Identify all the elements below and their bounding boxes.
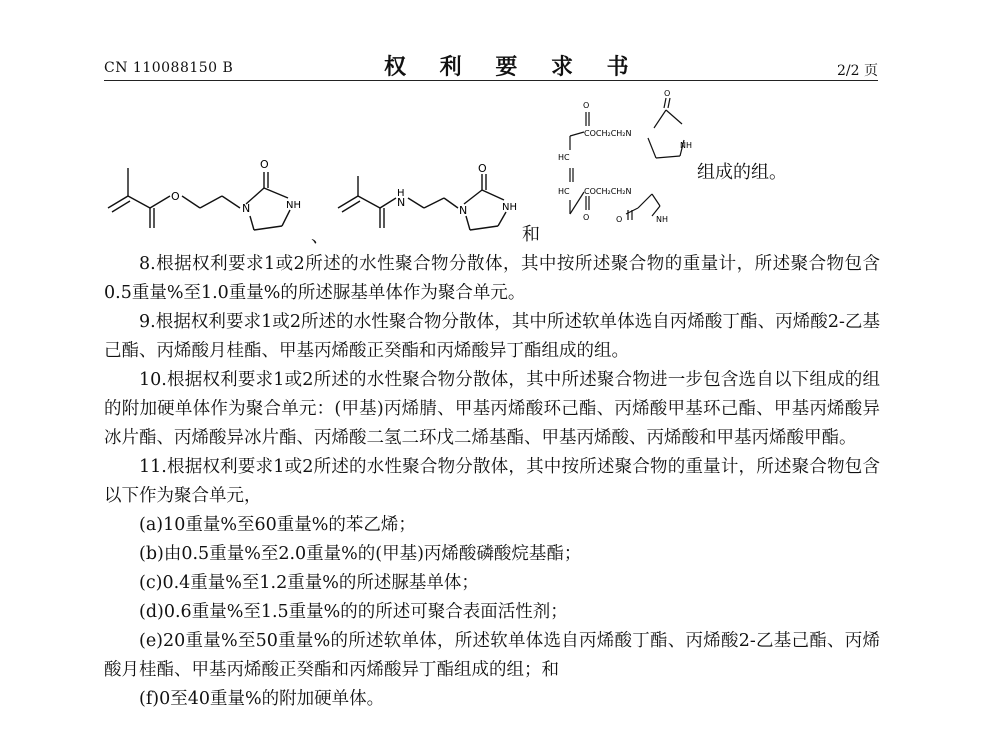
document-title: 权 利 要 求 书	[384, 54, 642, 80]
svg-text:H: H	[397, 188, 405, 199]
svg-text:NH: NH	[286, 200, 301, 211]
claim-11-item-c: (c)0.4重量%至1.2重量%的所述脲基单体；	[139, 573, 479, 593]
svg-text:N: N	[459, 204, 468, 217]
claim-11-item-b: (b)由0.5重量%至2.0重量%的(甲基)丙烯酸磷酸烷基酯；	[139, 544, 582, 564]
svg-text:O: O	[616, 215, 623, 224]
claim-11-item-d: (d)0.6重量%至1.5重量%的的所述可聚合表面活性剂；	[139, 602, 568, 622]
svg-text:COCH₂CH₂N: COCH₂CH₂N	[584, 187, 632, 196]
structure-methacrylate-ester-drawing	[104, 150, 304, 240]
claim-11: 11.根据权利要求1或2所述的水性聚合物分散体，其中按所述聚合物的重量计，所述聚合物包含以下作为聚合单元，	[104, 457, 880, 506]
svg-text:NH: NH	[502, 202, 517, 213]
structure-maleate-diester-drawing	[556, 89, 701, 231]
svg-text:O: O	[664, 89, 671, 98]
svg-text:N: N	[242, 202, 251, 215]
structure-list-tail: 组成的组。	[697, 162, 787, 183]
structure-methacrylate-ester	[104, 150, 304, 244]
svg-text:O: O	[260, 158, 269, 171]
svg-text:O: O	[478, 162, 487, 175]
page-number: 2/2 页	[837, 63, 878, 79]
claim-11-item-e: (e)20重量%至50重量%的所述软单体，所述软单体选自丙烯酸丁酯、丙烯酸2-乙基己酯、丙烯酸月桂酯、甲基丙烯酸正癸酯和丙烯酸异丁酯组成的组；和	[104, 631, 880, 680]
separator-comma: 、	[311, 226, 329, 247]
claim-11-item-a: (a)10重量%至60重量%的苯乙烯；	[139, 515, 416, 535]
svg-text:N: N	[397, 196, 406, 209]
svg-text:COCH₂CH₂N: COCH₂CH₂N	[584, 129, 632, 138]
svg-text:HC: HC	[558, 187, 570, 196]
claim-9: 9.根据权利要求1或2所述的水性聚合物分散体，其中所述软单体选自丙烯酸丁酯、丙烯酸2-乙基己酯、丙烯酸月桂酯、甲基丙烯酸正癸酯和丙烯酸异丁酯组成的组。	[104, 312, 880, 361]
svg-text:NH: NH	[680, 141, 692, 150]
svg-text:O: O	[583, 213, 590, 222]
page-header	[104, 44, 878, 81]
svg-text:HC: HC	[558, 153, 570, 162]
svg-text:NH: NH	[656, 215, 668, 224]
svg-text:O: O	[583, 101, 590, 110]
claim-10: 10.根据权利要求1或2所述的水性聚合物分散体，其中所述聚合物进一步包含选自以下组成的组的附加硬单体作为聚合单元：(甲基)丙烯腈、甲基丙烯酸环己酯、丙烯酸甲基环己酯、甲基丙烯酸异冰片酯、丙烯酸异冰片酯、丙烯酸二氢二环戊二烯基酯、甲基丙烯酸、丙烯酸和甲基丙烯酸甲酯。	[104, 370, 880, 448]
patent-number: CN 110088150 B	[104, 60, 234, 76]
claim-8: 8.根据权利要求1或2所述的水性聚合物分散体，其中按所述聚合物的重量计，所述聚合物包含0.5重量%至1.0重量%的所述脲基单体作为聚合单元。	[104, 254, 880, 303]
structure-methacrylamide	[334, 162, 524, 252]
claim-11-item-f: (f)0至40重量%的附加硬单体。	[139, 689, 385, 709]
svg-text:O: O	[171, 190, 180, 203]
structure-maleate-diester	[556, 89, 701, 235]
structure-methacrylamide-drawing	[334, 162, 524, 248]
separator-and: 和	[522, 224, 540, 245]
claims-body	[104, 250, 880, 714]
